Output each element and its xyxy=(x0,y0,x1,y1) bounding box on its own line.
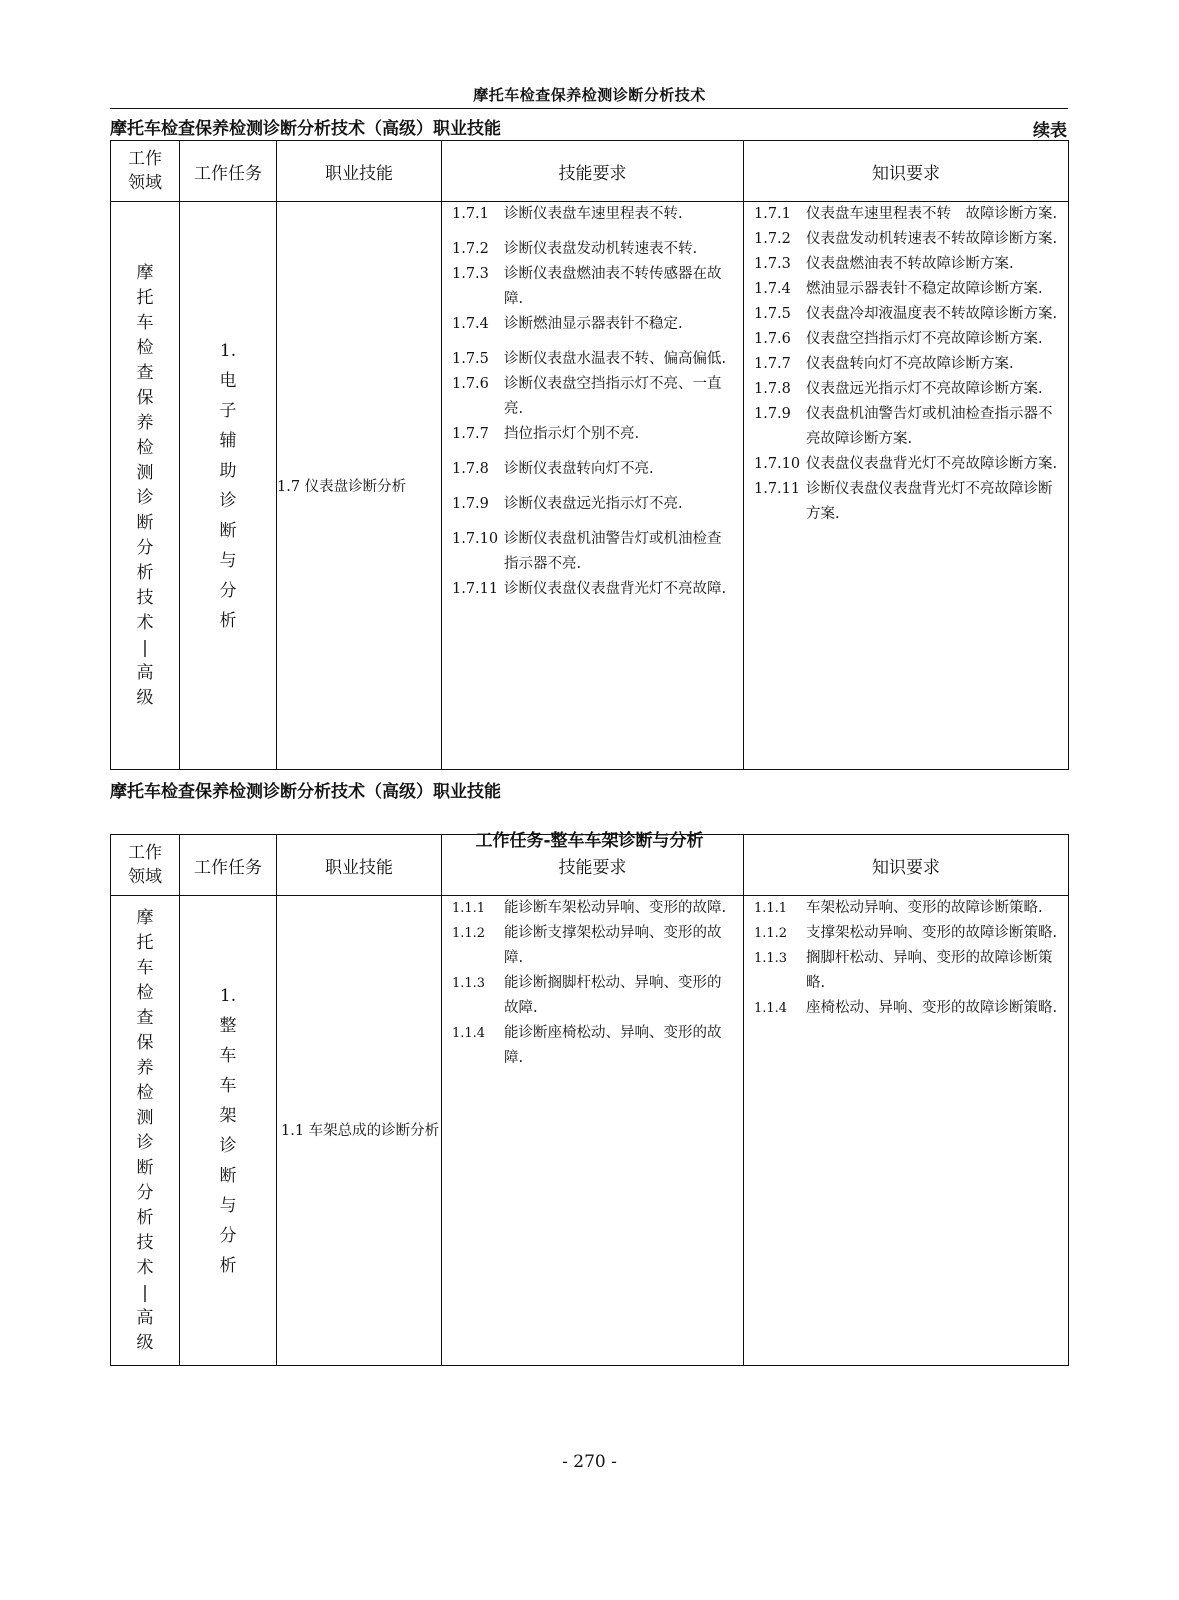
domain-char: 查 xyxy=(136,1007,154,1028)
item-text: 诊断仪表盘远光指示灯不亮. xyxy=(504,496,683,512)
domain-char: 高 xyxy=(136,1307,154,1328)
list-item xyxy=(442,202,743,227)
domain-char: 技 xyxy=(136,587,154,608)
domain-char: 检 xyxy=(136,982,154,1003)
item-number: 1.7.6 xyxy=(754,331,791,347)
task-char: 断 xyxy=(219,520,237,541)
domain-char: 检 xyxy=(136,1082,154,1103)
task-char: 分 xyxy=(219,1225,237,1246)
domain-char: 测 xyxy=(136,462,154,483)
list-item xyxy=(744,921,1068,946)
list-item xyxy=(442,971,743,1021)
skill-requirements-cell xyxy=(442,896,744,1366)
task-char: 电 xyxy=(219,370,237,391)
task-char: 辅 xyxy=(219,430,237,451)
domain-char: 高 xyxy=(136,662,154,683)
header-domain: 工作领域 xyxy=(111,835,180,896)
table-2-header-row xyxy=(111,835,1069,896)
skills-table-1 xyxy=(110,140,1069,770)
list-item xyxy=(442,262,743,312)
domain-char: 检 xyxy=(136,337,154,358)
task-char: 架 xyxy=(219,1105,237,1126)
item-number: 1.7.1 xyxy=(754,206,791,222)
item-text: 座椅松动、异响、变形的故障诊断策略. xyxy=(806,1000,1058,1016)
task-vertical-text xyxy=(180,1011,276,1281)
item-number: 1.7.8 xyxy=(754,381,791,397)
item-text: 诊断仪表盘仪表盘背光灯不亮故障诊断方案. xyxy=(806,481,1053,522)
domain-char: 诊 xyxy=(136,1132,154,1153)
list-item xyxy=(442,527,743,577)
domain-char: 托 xyxy=(136,287,154,308)
item-number: 1.7.2 xyxy=(754,231,791,247)
item-number: 1.7.11 xyxy=(452,581,499,597)
task-number: 1. xyxy=(219,340,237,361)
item-text: 仪表盘机油警告灯或机油检查指示器不亮故障诊断方案. xyxy=(806,406,1053,447)
header-skill-req: 技能要求 xyxy=(442,141,744,202)
list-item xyxy=(442,1021,743,1071)
domain-char: 技 xyxy=(136,1232,154,1253)
item-text: 仪表盘空挡指示灯不亮故障诊断方案. xyxy=(806,331,1043,347)
item-text: 车架松动异响、变形的故障诊断策略. xyxy=(806,900,1043,916)
item-text: 诊断仪表盘机油警告灯或机油检查指示器不亮. xyxy=(504,531,722,572)
domain-char: 车 xyxy=(136,957,154,978)
skill-requirements-cell xyxy=(442,202,744,770)
task-number: 1. xyxy=(219,985,237,1006)
item-number: 1.1.3 xyxy=(452,976,486,991)
domain-cell xyxy=(111,202,180,770)
domain-char: 级 xyxy=(136,1332,154,1353)
running-header: 摩托车检查保养检测诊断分析技术 xyxy=(473,86,706,104)
section2-subtitle: 工作任务-整车车架诊断与分析 xyxy=(475,831,704,851)
item-number: 1.7.7 xyxy=(754,356,791,372)
domain-char: 级 xyxy=(136,687,154,708)
domain-char: 检 xyxy=(136,437,154,458)
list-item xyxy=(744,327,1068,352)
domain-char: 查 xyxy=(136,362,154,383)
skill-cell xyxy=(277,896,442,1366)
list-item xyxy=(442,372,743,422)
skill-label: 1.1 车架总成的诊断分析 xyxy=(281,1122,440,1139)
item-text: 诊断燃油显示器表针不稳定. xyxy=(504,316,683,332)
item-number: 1.7.8 xyxy=(452,461,489,477)
skill-requirements-list xyxy=(442,896,743,1071)
task-char: 诊 xyxy=(219,490,237,511)
item-number: 1.7.9 xyxy=(754,406,791,422)
list-item xyxy=(744,227,1068,252)
list-item xyxy=(442,492,743,517)
item-text: 仪表盘燃油表不转故障诊断方案. xyxy=(806,256,1014,272)
task-char: 助 xyxy=(219,460,237,481)
domain-char: 断 xyxy=(136,512,154,533)
domain-char: 测 xyxy=(136,1107,154,1128)
domain-char: 分 xyxy=(136,1182,154,1203)
domain-char: 保 xyxy=(136,387,154,408)
list-item xyxy=(744,452,1068,477)
header-task: 工作任务 xyxy=(180,835,277,896)
item-number: 1.7.5 xyxy=(754,306,791,322)
item-number: 1.7.11 xyxy=(754,481,801,497)
section1-title: 摩托车检查保养检测诊断分析技术（高级）职业技能 xyxy=(110,119,501,139)
list-item xyxy=(744,996,1068,1021)
header-skill-req: 技能要求 xyxy=(442,835,744,896)
list-item xyxy=(744,302,1068,327)
continued-label: 续表 xyxy=(1033,121,1067,141)
domain-vertical-text xyxy=(111,906,179,1356)
item-text: 仪表盘远光指示灯不亮故障诊断方案. xyxy=(806,381,1043,397)
item-number: 1.1.1 xyxy=(452,901,486,916)
domain-char: 摩 xyxy=(136,262,154,283)
domain-char: 分 xyxy=(136,537,154,558)
list-item xyxy=(442,422,743,447)
domain-char: 摩 xyxy=(136,907,154,928)
domain-char: 养 xyxy=(136,1057,154,1078)
list-item xyxy=(442,347,743,372)
header-task: 工作任务 xyxy=(180,141,277,202)
item-text: 诊断仪表盘车速里程表不转. xyxy=(504,206,683,222)
item-text: 诊断仪表盘空挡指示灯不亮、一直亮. xyxy=(504,376,722,417)
list-item xyxy=(744,352,1068,377)
page-number: - 270 - xyxy=(562,1452,617,1472)
item-text: 仪表盘仪表盘背光灯不亮故障诊断方案. xyxy=(806,456,1058,472)
header-knowledge-req: 知识要求 xyxy=(744,835,1069,896)
domain-char: 断 xyxy=(136,1157,154,1178)
domain-cell xyxy=(111,896,180,1366)
item-number: 1.1.4 xyxy=(452,1026,486,1041)
item-number: 1.1.4 xyxy=(754,1001,788,1016)
header-rule xyxy=(110,108,1068,109)
item-number: 1.1.1 xyxy=(754,901,788,916)
domain-char: 养 xyxy=(136,412,154,433)
item-text: 诊断仪表盘水温表不转、偏高偏低. xyxy=(504,351,727,367)
item-number: 1.7.10 xyxy=(754,456,801,472)
item-text: 支撑架松动异响、变形的故障诊断策略. xyxy=(806,925,1058,941)
domain-char: 托 xyxy=(136,932,154,953)
task-char: 诊 xyxy=(219,1135,237,1156)
table-row xyxy=(111,896,1069,1366)
domain-char: 析 xyxy=(136,562,154,583)
domain-char: 车 xyxy=(136,312,154,333)
item-number: 1.7.6 xyxy=(452,376,489,392)
item-text: 挡位指示灯个别不亮. xyxy=(504,426,640,442)
list-item xyxy=(442,921,743,971)
item-number: 1.7.3 xyxy=(754,256,791,272)
domain-char: 保 xyxy=(136,1032,154,1053)
task-vertical-text xyxy=(180,366,276,636)
task-cell xyxy=(180,202,277,770)
item-number: 1.7.5 xyxy=(452,351,489,367)
list-item xyxy=(744,477,1068,527)
item-number: 1.7.1 xyxy=(452,206,489,222)
section2-title: 摩托车检查保养检测诊断分析技术（高级）职业技能 xyxy=(110,782,501,802)
list-item xyxy=(442,577,743,602)
item-number: 1.7.4 xyxy=(754,281,791,297)
task-char: 子 xyxy=(219,400,237,421)
item-number: 1.7.3 xyxy=(452,266,489,282)
item-text: 仪表盘转向灯不亮故障诊断方案. xyxy=(806,356,1014,372)
item-number: 1.7.10 xyxy=(452,531,499,547)
item-text: 仪表盘冷却液温度表不转故障诊断方案. xyxy=(806,306,1058,322)
list-item xyxy=(744,896,1068,921)
task-char: 析 xyxy=(219,1255,237,1276)
list-item xyxy=(442,457,743,482)
task-char: 与 xyxy=(219,1195,237,1216)
domain-char: 术 xyxy=(136,1257,154,1278)
knowledge-requirements-cell xyxy=(744,896,1069,1366)
header-domain: 工作领域 xyxy=(111,141,180,202)
item-text: 诊断仪表盘发动机转速表不转. xyxy=(504,241,698,257)
task-cell xyxy=(180,896,277,1366)
item-number: 1.1.2 xyxy=(452,926,486,941)
list-item xyxy=(442,896,743,921)
task-char: 车 xyxy=(219,1045,237,1066)
list-item xyxy=(442,312,743,337)
table-1-header-row xyxy=(111,141,1069,202)
task-char: 车 xyxy=(219,1075,237,1096)
list-item xyxy=(744,252,1068,277)
item-text: 搁脚杆松动、异响、变形的故障诊断策略. xyxy=(806,950,1053,991)
item-text: 能诊断车架松动异响、变形的故障. xyxy=(504,900,727,916)
header-skill: 职业技能 xyxy=(277,835,442,896)
item-number: 1.1.2 xyxy=(754,926,788,941)
header-knowledge-req: 知识要求 xyxy=(744,141,1069,202)
table-row xyxy=(111,202,1069,770)
header-skill: 职业技能 xyxy=(277,141,442,202)
skill-cell xyxy=(277,202,442,770)
item-text: 诊断仪表盘仪表盘背光灯不亮故障. xyxy=(504,581,727,597)
task-char: 与 xyxy=(219,550,237,571)
domain-char: 析 xyxy=(136,1207,154,1228)
list-item xyxy=(744,377,1068,402)
item-text: 诊断仪表盘转向灯不亮. xyxy=(504,461,654,477)
item-number: 1.7.9 xyxy=(452,496,489,512)
item-number: 1.7.7 xyxy=(452,426,489,442)
item-number: 1.7.2 xyxy=(452,241,489,257)
item-text: 仪表盘车速里程表不转 故障诊断方案. xyxy=(806,206,1058,222)
domain-char: 术 xyxy=(136,612,154,633)
task-char: 整 xyxy=(219,1015,237,1036)
domain-char: 诊 xyxy=(136,487,154,508)
item-text: 仪表盘发动机转速表不转故障诊断方案. xyxy=(806,231,1058,247)
list-item xyxy=(744,402,1068,452)
domain-char: | xyxy=(142,1282,148,1303)
domain-char: | xyxy=(142,637,148,658)
list-item xyxy=(442,237,743,262)
item-number: 1.7.4 xyxy=(452,316,489,332)
domain-vertical-text xyxy=(111,261,179,711)
list-item xyxy=(744,202,1068,227)
item-text: 诊断仪表盘燃油表不转传感器在故障. xyxy=(504,266,722,307)
skill-label: 1.7 仪表盘诊断分析 xyxy=(277,479,407,495)
item-text: 燃油显示器表针不稳定故障诊断方案. xyxy=(806,281,1043,297)
item-text: 能诊断搁脚杆松动、异响、变形的故障. xyxy=(504,975,722,1016)
list-item xyxy=(744,277,1068,302)
task-char: 析 xyxy=(219,610,237,631)
item-text: 能诊断支撑架松动异响、变形的故障. xyxy=(504,925,722,966)
skill-requirements-list xyxy=(442,202,743,602)
skills-table-2 xyxy=(110,834,1069,1366)
list-item xyxy=(744,946,1068,996)
knowledge-requirements-cell xyxy=(744,202,1069,770)
item-text: 能诊断座椅松动、异响、变形的故障. xyxy=(504,1025,722,1066)
task-char: 断 xyxy=(219,1165,237,1186)
knowledge-requirements-list xyxy=(744,202,1068,527)
knowledge-requirements-list xyxy=(744,896,1068,1021)
item-number: 1.1.3 xyxy=(754,951,788,966)
task-char: 分 xyxy=(219,580,237,601)
